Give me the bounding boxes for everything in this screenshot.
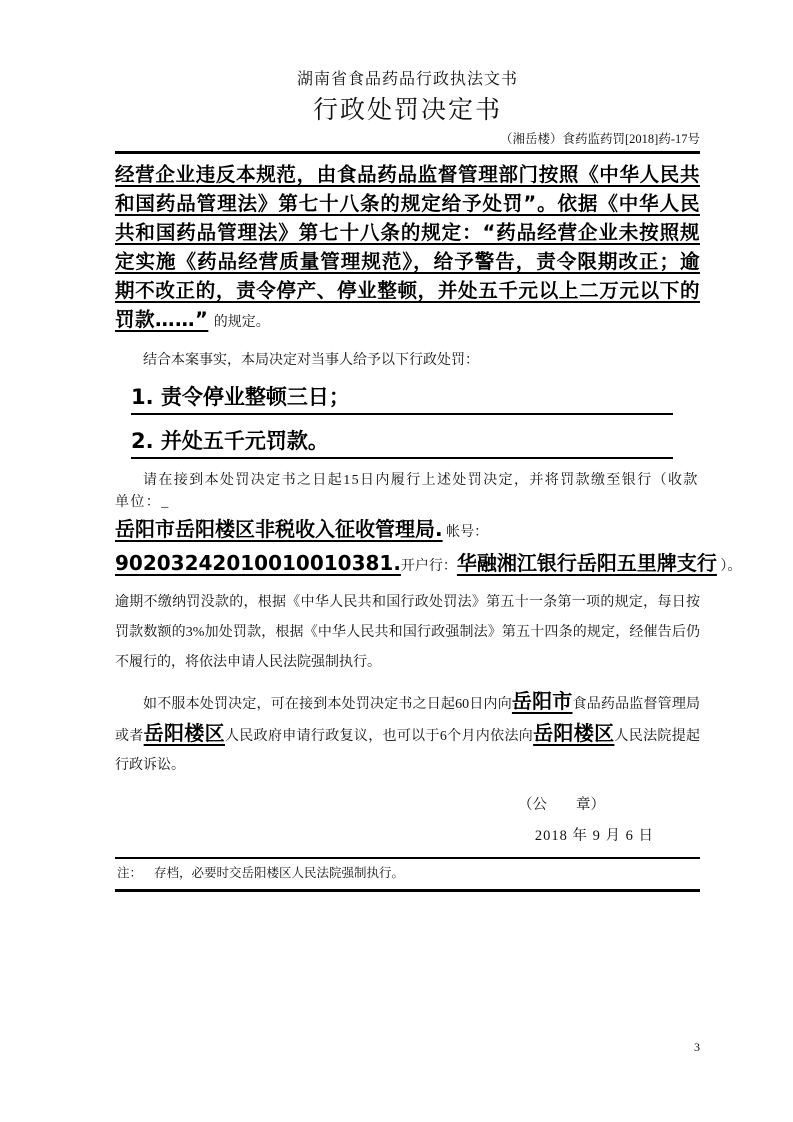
penalty-item-1 — [131, 384, 673, 415]
appeal-seg4: 人民法院提起行政诉讼。 — [115, 729, 701, 773]
decision-intro: 结合本案事实，本局决定对当事人给予以下行政处罚： — [143, 353, 479, 368]
header-divider-rule — [115, 151, 700, 154]
legal-quote-paragraph — [115, 161, 700, 337]
page-number: 3 — [694, 1040, 700, 1054]
document-title: 行政处罚决定书 — [312, 97, 502, 124]
appeal-seg3: 人民政府申请行政复议，也可以于6个月内依法向 — [224, 729, 534, 744]
penalty-item-1-text: 1. 责令停业整顿三日； — [131, 385, 350, 409]
payee-name: 岳阳市岳阳楼区非税收入征收管理局. — [115, 517, 443, 541]
penalty-item-2-text: 2. 并处五千元罚款。 — [131, 429, 329, 453]
late-payment-clause: 逾期不缴纳罚没款的，根据《中华人民共和国行政处罚法》第五十一条第一项的规定，每日按罚款数额的3%加处罚款，根据《中华人民共和国行政强制法》第五十四条的规定，经催告后仍不履行的，将依法申请人民法院强制执行。 — [115, 595, 700, 670]
payment-instruction-line: 请在接到本处罚决定书之日起15日内履行上述处罚决定，并将罚款缴至银行（收款单位：_ — [115, 473, 699, 510]
footer-bottom-rule — [115, 889, 700, 892]
account-label: 帐号： — [446, 525, 489, 540]
appeal-seg2: 食品药品监督管理局或者 — [115, 697, 701, 744]
appeal-district-2: 岳阳楼区 — [533, 721, 615, 745]
official-seal-placeholder: （公 章） — [518, 797, 605, 813]
account-number: 90203242010010010381. — [115, 551, 401, 575]
bank-name: 华融湘江银行岳阳五里牌支行 — [456, 551, 717, 575]
note-text: 存档，必要时交岳阳楼区人民法院强制执行。 — [154, 866, 405, 880]
legal-quote-filled-text: 经营企业违反本规范，由食品药品监督管理部门按照《中华人民共和国药品管理法》第七十八条的规定给予处罚”。依据《中华人民共和国药品管理法》第七十八条的规定：“药品经营企业未按照规定实施《药品经营质量管理规范》，给予警告，责令限期改正；逾期不改正的，责令停产、停业整顿，并处五千元以上二万元以下的罚款……” — [115, 163, 700, 331]
payment-account-line — [115, 548, 742, 582]
appeal-district-1: 岳阳楼区 — [143, 721, 225, 745]
penalty-item-2 — [131, 428, 673, 459]
legal-quote-suffix: 的规定。 — [213, 315, 270, 330]
close-paren: ）。 — [720, 559, 742, 574]
decision-date: 2018 年 9 月 6 日 — [534, 828, 654, 844]
document-subtitle: 湖南省食品药品行政执法文书 — [296, 71, 518, 88]
document-content — [115, 70, 742, 892]
appeal-city: 岳阳市 — [511, 689, 573, 713]
bank-label: 开户行： — [400, 559, 457, 574]
note-label: 注： — [117, 866, 143, 880]
document-number: （湘岳楼）食药监药罚[2018]药-17号 — [500, 132, 700, 146]
appeal-seg1: 如不服本处罚决定，可在接到本处罚决定书之日起60日内向 — [143, 697, 512, 712]
archive-note — [115, 859, 700, 889]
payment-payee-line — [115, 514, 700, 548]
appeal-paragraph — [115, 687, 700, 780]
